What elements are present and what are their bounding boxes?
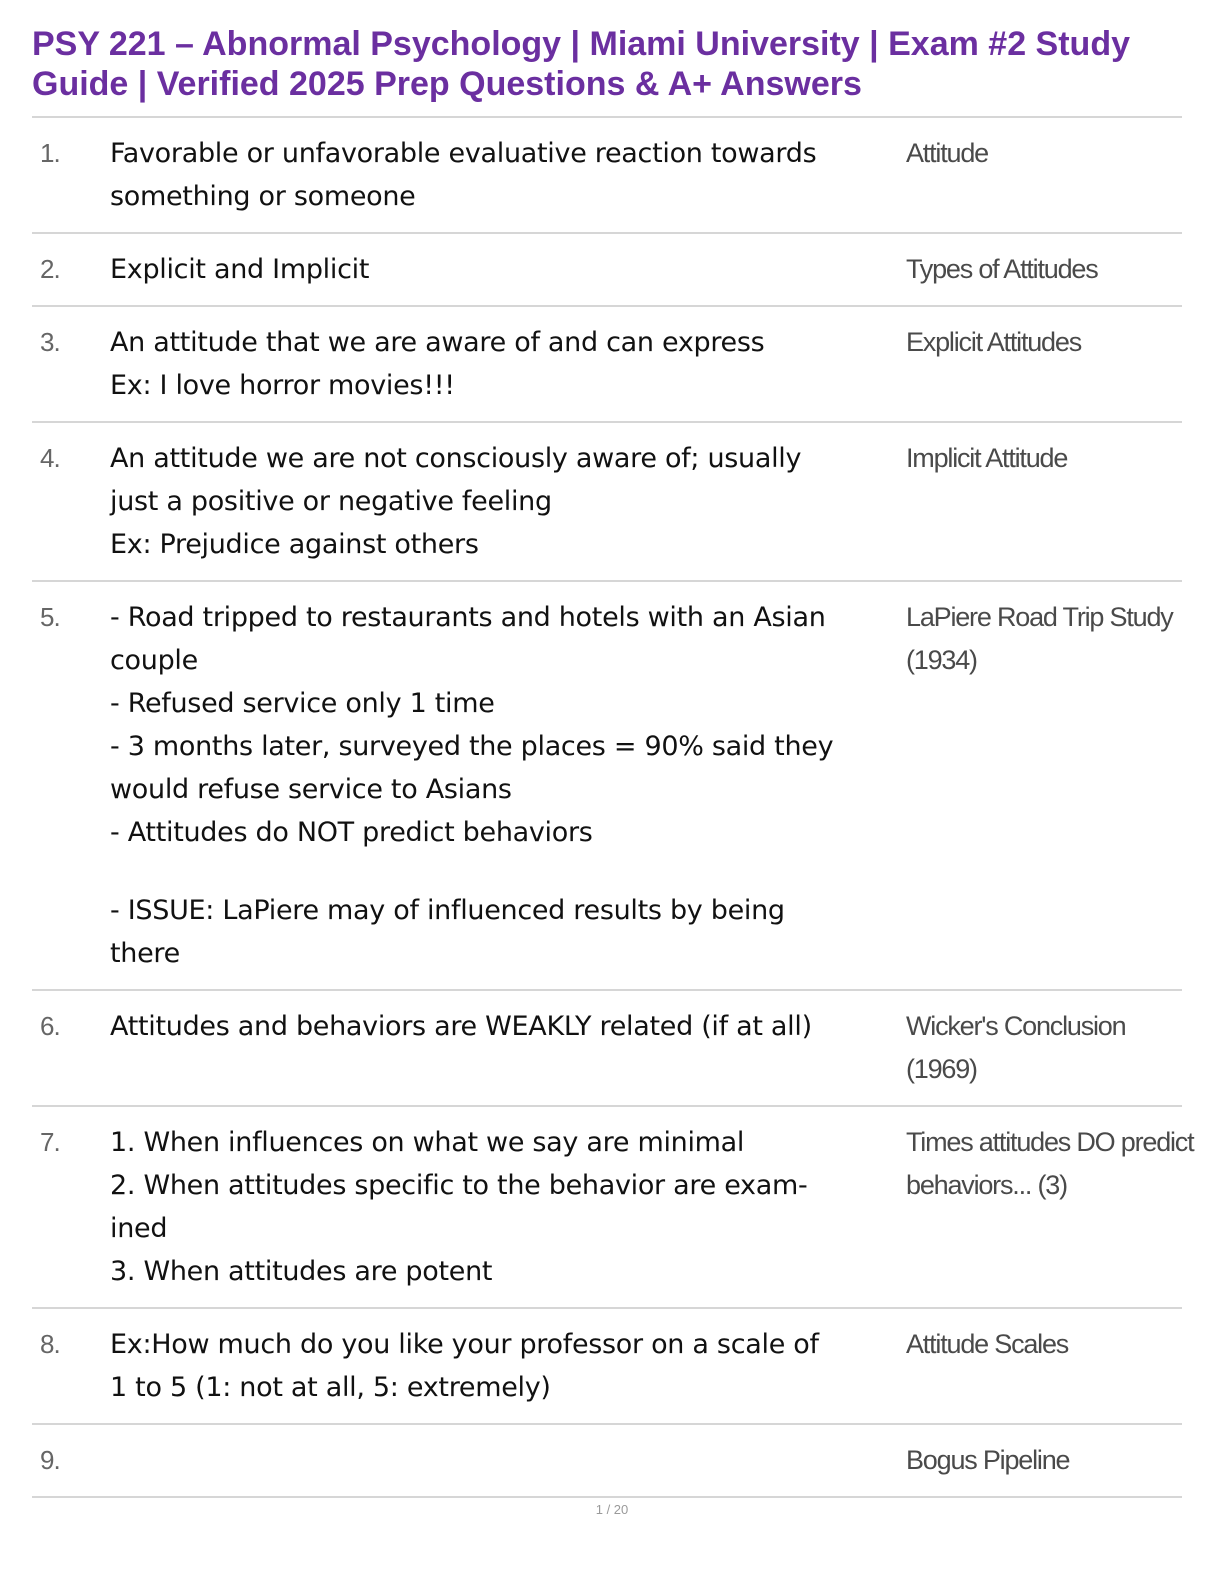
card-definition xyxy=(110,596,906,975)
card-term xyxy=(906,132,1182,218)
card-definition xyxy=(110,248,906,291)
definition-line: An attitude that we are aware of and can express xyxy=(110,327,765,358)
definition-line: An attitude we are not consciously aware of; usually xyxy=(110,443,802,474)
flashcard-row xyxy=(32,1425,1182,1498)
definition-line: Attitudes and behaviors are WEAKLY related (if at all) xyxy=(110,1011,812,1042)
definition-line: 3. When attitudes are potent xyxy=(110,1256,493,1287)
term-line: Attitude xyxy=(906,138,988,168)
definition-line: - 3 months later, surveyed the places = 90% said they xyxy=(110,731,834,762)
term-line: Implicit Attitude xyxy=(906,443,1068,473)
page-indicator: 1 / 20 xyxy=(595,1502,629,1517)
term-line: Wicker's Conclusion xyxy=(906,1011,1126,1041)
flashcard-list xyxy=(32,116,1194,1498)
title-line-1: PSY 221 – Abnormal Psychology | Miami University | Exam #2 Study xyxy=(32,25,1130,63)
definition-line: couple xyxy=(110,645,198,676)
definition-line: something or someone xyxy=(110,181,416,212)
term-line: Attitude Scales xyxy=(906,1329,1069,1359)
card-term xyxy=(906,437,1182,566)
flashcard-row xyxy=(32,307,1182,423)
definition-line: - Attitudes do NOT predict behaviors xyxy=(110,817,593,848)
card-number: 1. xyxy=(40,138,60,168)
definition-line: would refuse service to Asians xyxy=(110,774,512,805)
flashcard-row xyxy=(32,1309,1182,1425)
card-number: 9. xyxy=(40,1445,60,1475)
card-term xyxy=(906,248,1182,291)
card-term xyxy=(906,1439,1182,1482)
card-term xyxy=(906,1323,1182,1409)
card-definition xyxy=(110,1121,906,1293)
card-number: 2. xyxy=(40,254,60,284)
definition-line: - ISSUE: LaPiere may of influenced results by being xyxy=(110,895,785,926)
definition-line: 1. When influences on what we say are minimal xyxy=(110,1127,745,1158)
card-term xyxy=(906,1121,1193,1293)
card-number: 8. xyxy=(40,1329,60,1359)
flashcard-row xyxy=(32,118,1182,234)
definition-line: ined xyxy=(110,1213,168,1244)
definition-line: 2. When attitudes specific to the behavior are exam- xyxy=(110,1170,808,1201)
document-title xyxy=(32,24,1192,104)
card-definition xyxy=(110,437,906,566)
term-line: (1934) xyxy=(906,645,977,675)
card-term xyxy=(906,1005,1182,1091)
term-line: LaPiere Road Trip Study xyxy=(906,602,1173,632)
flashcard-row xyxy=(32,234,1182,307)
definition-line xyxy=(110,854,906,889)
card-number: 7. xyxy=(40,1127,60,1157)
card-number: 3. xyxy=(40,327,60,357)
definition-line: Ex: Prejudice against others xyxy=(110,529,479,560)
term-line: Bogus Pipeline xyxy=(906,1445,1070,1475)
term-line: behaviors... (3) xyxy=(906,1170,1067,1200)
definition-line: Favorable or unfavorable evaluative reaction towards xyxy=(110,138,817,169)
card-definition xyxy=(110,1323,906,1409)
term-line: Times attitudes DO predict xyxy=(906,1127,1194,1157)
card-number: 4. xyxy=(40,443,60,473)
definition-line: - Road tripped to restaurants and hotels with an Asian xyxy=(110,602,826,633)
flashcard-row xyxy=(32,582,1182,991)
definition-line: Ex: I love horror movies!!! xyxy=(110,370,455,401)
card-number: 6. xyxy=(40,1011,60,1041)
flashcard-row xyxy=(32,1107,1194,1309)
card-number: 5. xyxy=(40,602,60,632)
definition-line: 1 to 5 (1: not at all, 5: extremely) xyxy=(110,1372,551,1403)
definition-line: just a positive or negative feeling xyxy=(110,486,552,517)
card-term xyxy=(906,596,1182,975)
definition-line: there xyxy=(110,938,180,969)
card-term xyxy=(906,321,1182,407)
definition-line: Ex:How much do you like your professor on a scale of xyxy=(110,1329,819,1360)
card-definition xyxy=(110,132,906,218)
term-line: (1969) xyxy=(906,1054,977,1084)
definition-line: - Refused service only 1 time xyxy=(110,688,495,719)
flashcard-row xyxy=(32,423,1182,582)
card-definition xyxy=(110,1439,906,1482)
flashcard-row xyxy=(32,991,1182,1107)
term-line: Explicit Attitudes xyxy=(906,327,1081,357)
card-definition xyxy=(110,321,906,407)
definition-line: Explicit and Implicit xyxy=(110,254,370,285)
term-line: Types of Attitudes xyxy=(906,254,1098,284)
card-definition xyxy=(110,1005,906,1091)
title-line-2: Guide | Verified 2025 Prep Questions & A+ Answers xyxy=(32,65,862,103)
